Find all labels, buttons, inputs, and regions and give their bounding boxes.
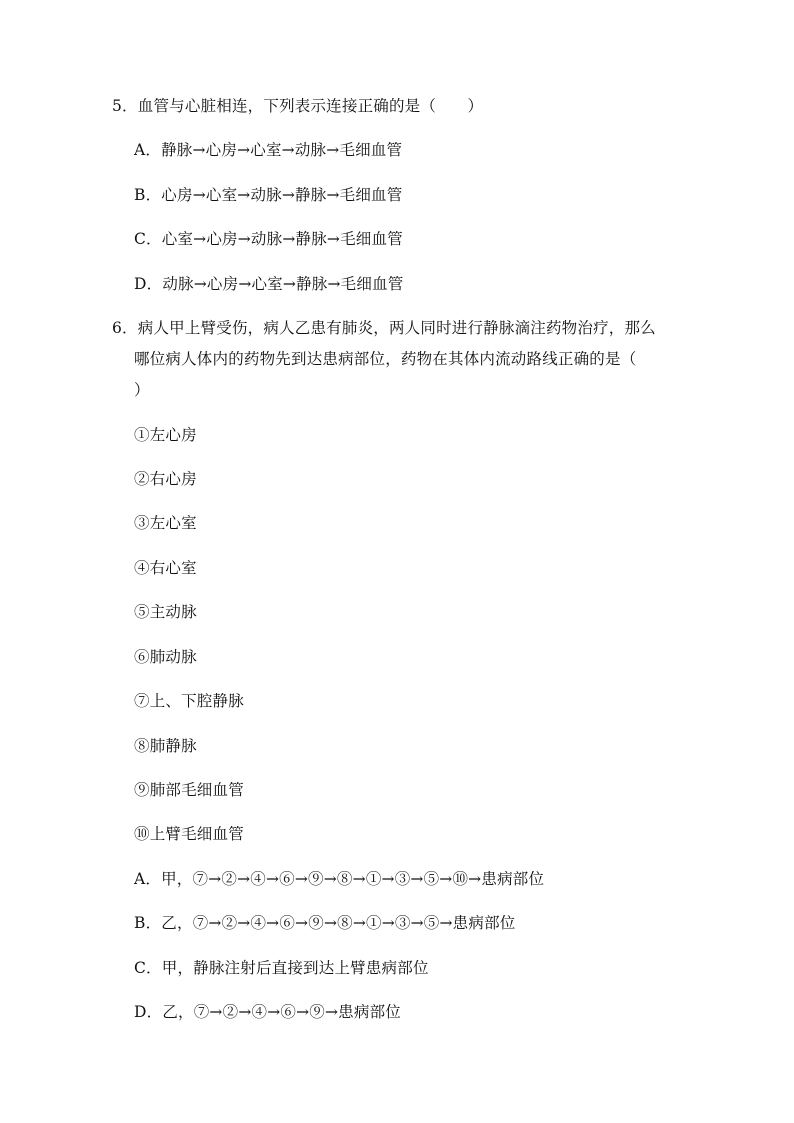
question-5-number: 5． bbox=[112, 97, 138, 115]
question-5-option-c: C．心室→心房→动脉→静脉→毛细血管 bbox=[134, 230, 403, 248]
question-5-stem bbox=[112, 96, 483, 116]
question-6-number: 6． bbox=[112, 319, 138, 337]
question-5-option-b: B．心房→心室→动脉→静脉→毛细血管 bbox=[134, 186, 403, 204]
question-6-item-10: ⑩上臂毛细血管 bbox=[134, 825, 244, 843]
question-6-item-9: ⑨肺部毛细血管 bbox=[134, 781, 244, 799]
question-5-option-d: D．动脉→心房→心室→静脉→毛细血管 bbox=[134, 275, 404, 293]
question-6-item-2: ②右心房 bbox=[134, 470, 197, 488]
question-6-item-7: ⑦上、下腔静脉 bbox=[134, 692, 244, 710]
question-6-stem-line-3: ） bbox=[134, 381, 150, 399]
question-5-option-a: A．静脉→心房→心室→动脉→毛细血管 bbox=[134, 141, 403, 159]
question-6-item-5: ⑤主动脉 bbox=[134, 603, 197, 621]
question-6-item-4: ④右心室 bbox=[134, 559, 197, 577]
question-6-option-a: A．甲，⑦→②→④→⑥→⑨→⑧→①→③→⑤→⑩→患病部位 bbox=[134, 870, 545, 888]
question-5-text: 血管与心脏相连，下列表示连接正确的是（ ） bbox=[137, 97, 484, 115]
question-6-item-8: ⑧肺静脉 bbox=[134, 737, 197, 755]
question-6-stem-line-2: 哪位病人体内的药物先到达患病部位，药物在其体内流动路线正确的是（ bbox=[134, 350, 637, 368]
question-6-text-line-1: 病人甲上臂受伤，病人乙患有肺炎，两人同时进行静脉滴注药物治疗，那么 bbox=[137, 319, 656, 337]
question-6-item-3: ③左心室 bbox=[134, 514, 197, 532]
question-6-option-d: D．乙，⑦→②→④→⑥→⑨→患病部位 bbox=[134, 1003, 401, 1021]
question-6-option-b: B．乙，⑦→②→④→⑥→⑨→⑧→①→③→⑤→患病部位 bbox=[134, 914, 516, 932]
question-6-item-1: ①左心房 bbox=[134, 426, 197, 444]
question-6-stem-line-1 bbox=[112, 318, 656, 338]
question-6-option-c: C．甲，静脉注射后直接到达上臂患病部位 bbox=[134, 959, 429, 977]
question-6-item-6: ⑥肺动脉 bbox=[134, 648, 197, 666]
